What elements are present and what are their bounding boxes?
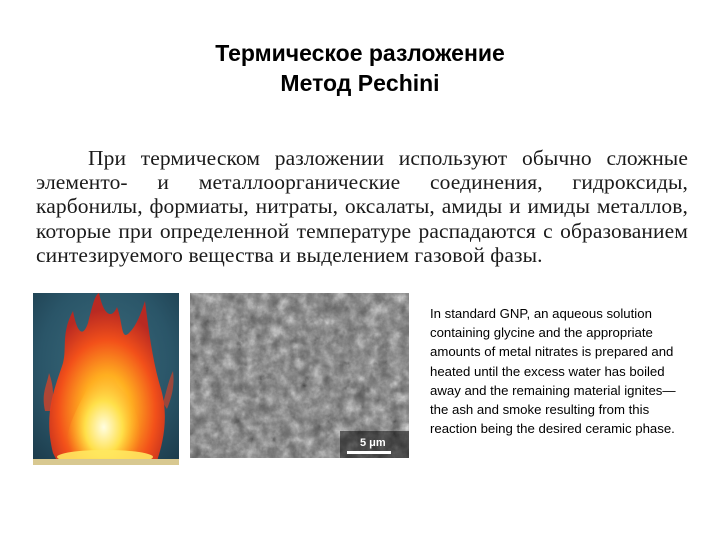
caption-text: In standard GNP, an aqueous solution containing glycine and the appropriate amounts of metal nitrates is prepared and heated until the excess water has boiled away and the remaining material ignites—the ash and smoke resulting from this reaction being the desired ceramic phase. [430,306,676,437]
scanned-paragraph: При термическом разложении используют обычно сложные элементо- и металлоорганические соединения, гидроксиды, карбонилы, формиаты, нитраты, оксалаты, амиды и имиды металлов, которые при определенной температуре распадаются с образованием синтезируемого вещества и выделением газовой фазы. [36,146,688,267]
combustion-flame-photo [33,293,179,465]
sem-scale-label: 5 μm [360,437,386,449]
title-line-2: Метод Pechini [280,70,440,96]
sem-scale-bar [347,451,391,454]
slide-title [0,38,720,98]
sem-image [190,293,409,458]
sem-micrograph [190,293,409,458]
flame-image [33,293,179,465]
title-line-1: Термическое разложение [215,40,505,66]
